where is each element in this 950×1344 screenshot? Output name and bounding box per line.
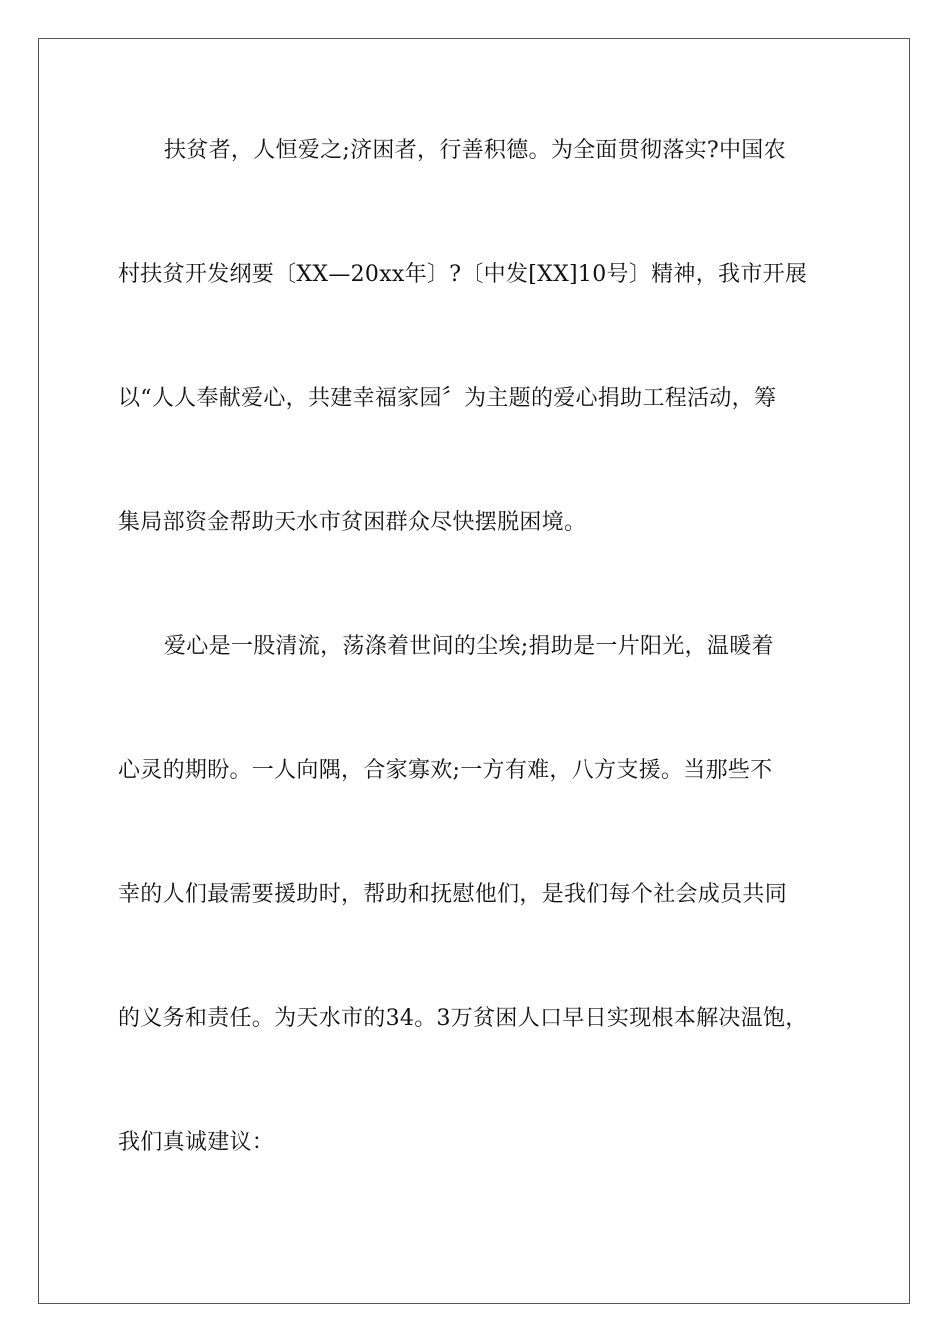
text-line: 扶贫者，人恒爱之;济困者，行善积德。为全面贯彻落实?中国农 <box>164 138 786 163</box>
text-line: 心灵的期盼。一人向隅，合家寡欢;一方有难，八方支援。当那些不 <box>118 758 773 783</box>
text-line: 我们真诚建议： <box>118 1130 275 1155</box>
text-line: 的义务和责任。为天水市的34。3万贫困人口早日实现根本解决温饱， <box>118 1006 808 1031</box>
text-line: 村扶贫开发纲要〔XX—20xx年〕?〔中发[XX]10号〕精神，我市开展 <box>118 262 808 287</box>
page-border <box>38 38 910 1304</box>
text-line: 爱心是一股清流，荡涤着世间的尘埃;捐助是一片阳光，温暖着 <box>164 634 774 659</box>
text-line: 集局部资金帮助天水市贫困群众尽快摆脱困境。 <box>118 510 587 535</box>
text-line: 幸的人们最需要援助时，帮助和抚慰他们，是我们每个社会成员共同 <box>118 882 788 907</box>
text-line: 以“人人奉献爱心，共建幸福家园〞为主题的爱心捐助工程活动，筹 <box>118 386 777 411</box>
